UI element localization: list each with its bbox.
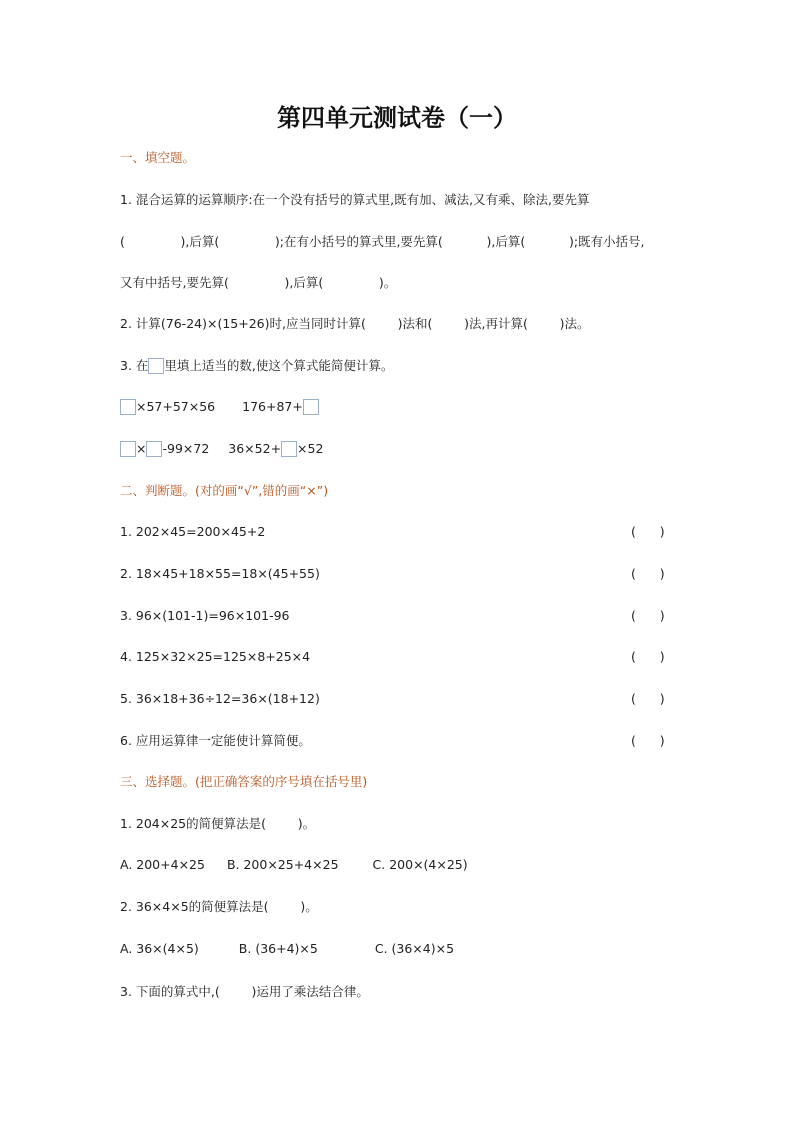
question-3-row-2 [120,440,323,458]
judgement-item-2: 2. 18×45+18×55=18×(45+55) [120,566,320,581]
choice-question-2: 2. 36×4×5的简便算法是( )。 [120,899,318,914]
choice-options-2 [120,940,454,958]
judgement-item-1: 1. 202×45=200×45+2 [120,524,266,539]
section-heading-true-false: 二、判断题。(对的画“√”,错的画“×”) [120,483,329,498]
answer-paren[interactable]: ( ) [631,691,665,706]
question-3-row-1 [120,398,319,416]
answer-paren[interactable]: ( ) [631,566,665,581]
judgement-item-4: 4. 125×32×25=125×8+25×4 [120,649,311,664]
choice-options-1 [120,856,468,874]
question-1-line-1: 1. 混合运算的运算顺序:在一个没有括号的算式里,既有加、减法,又有乘、除法,要先算 [120,192,590,207]
judgement-item-5: 5. 36×18+36÷12=36×(18+12) [120,691,320,706]
answer-paren[interactable]: ( ) [631,608,665,623]
choice-question-1: 1. 204×25的简便算法是( )。 [120,816,316,831]
answer-box[interactable] [120,441,136,457]
answer-paren[interactable]: ( ) [631,524,665,539]
expression-3-rest: -99×72 [162,441,210,456]
section-heading-fill-blank: 一、填空题。 [120,150,196,165]
answer-box[interactable] [146,441,162,457]
option-a[interactable]: A. 36×(4×5) [120,941,199,956]
answer-box-example [148,358,164,374]
answer-box[interactable] [120,399,136,415]
expression-4-rest: ×52 [297,441,324,456]
question-1-line-3: 又有中括号,要先算( ),后算( )。 [120,275,397,290]
expression-1: ×57+57×56 [136,399,216,414]
page-title: 第四单元测试卷（一） [277,103,517,132]
option-c[interactable]: C. 200×(4×25) [372,857,468,872]
expression-2: 176+87+ [242,399,303,414]
answer-paren[interactable]: ( ) [631,649,665,664]
section-heading-multiple-choice: 三、选择题。(把正确答案的序号填在括号里) [120,774,368,789]
expression-3-times: × [136,441,147,456]
option-b[interactable]: B. (36+4)×5 [238,941,318,956]
question-1-line-2: ( ),后算( );在有小括号的算式里,要先算( ),后算( );既有小括号, [120,234,645,249]
answer-box[interactable] [281,441,297,457]
question-3 [120,357,393,375]
option-a[interactable]: A. 200+4×25 [120,857,205,872]
question-3-prefix: 3. 在 [120,358,149,373]
choice-question-3: 3. 下面的算式中,( )运用了乘法结合律。 [120,984,369,999]
question-2: 2. 计算(76-24)×(15+26)时,应当同时计算( )法和( )法,再计算( )法。 [120,316,590,331]
judgement-item-6: 6. 应用运算律一定能使计算简便。 [120,733,311,748]
option-b[interactable]: B. 200×25+4×25 [226,857,339,872]
answer-box[interactable] [303,399,319,415]
judgement-item-3: 3. 96×(101-1)=96×101-96 [120,608,290,623]
answer-paren[interactable]: ( ) [631,733,665,748]
expression-4: 36×52+ [228,441,282,456]
question-3-suffix: 里填上适当的数,使这个算式能简便计算。 [164,358,394,373]
option-c[interactable]: C. (36×4)×5 [374,941,455,956]
